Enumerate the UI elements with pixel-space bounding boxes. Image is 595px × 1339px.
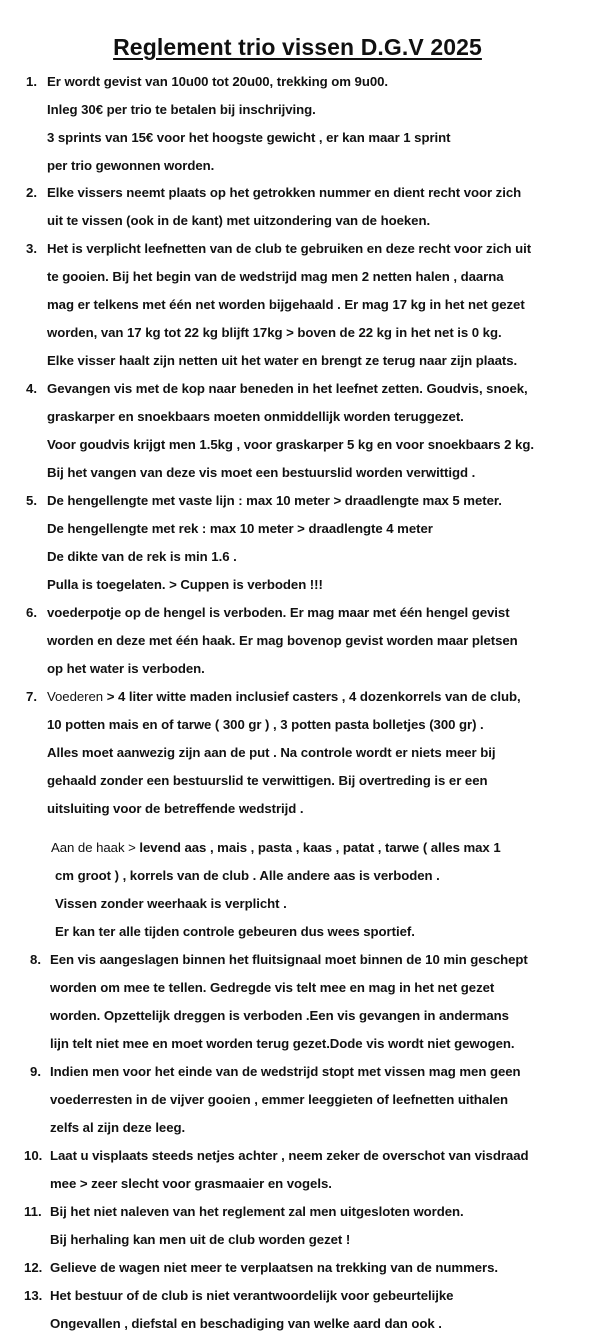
- rule-line: Bij het niet naleven van het reglement zal men uitgesloten worden.: [50, 1204, 464, 1219]
- rule-line: mee > zeer slecht voor grasmaaier en vogels.: [50, 1176, 332, 1191]
- rule-line: worden om mee te tellen. Gedregde vis telt mee en mag in het net gezet: [50, 980, 495, 995]
- rule-line: op het water is verboden.: [47, 661, 205, 676]
- rule-line: per trio gewonnen worden.: [47, 158, 215, 173]
- rule-line: Indien men voor het einde van de wedstrijd stopt met vissen mag men geen: [50, 1064, 521, 1079]
- rule-line: Elke vissers neemt plaats op het getrokken nummer en dient recht voor zich: [47, 185, 522, 200]
- rule-line: zelfs al zijn deze leeg.: [50, 1120, 186, 1135]
- feed-prefix: Voederen: [47, 689, 104, 704]
- hook-text: levend aas , mais , pasta , kaas , patat , tarwe ( alles max 1: [135, 840, 501, 855]
- rule-line: Ongevallen , diefstal en beschadiging van welke aard dan ook .: [50, 1316, 442, 1331]
- rule-number: 5.: [26, 493, 37, 508]
- hook-rule-line: Vissen zonder weerhaak is verplicht .: [55, 896, 287, 911]
- rule-line: worden en deze met één haak. Er mag bovenop gevist worden maar pletsen: [47, 633, 518, 648]
- hook-rule-line: cm groot ) , korrels van de club . Alle andere aas is verboden .: [55, 868, 440, 883]
- rule-number: 10.: [24, 1148, 43, 1163]
- rule-line: Pulla is toegelaten. > Cuppen is verboden !!!: [47, 577, 323, 592]
- rule-line: Laat u visplaats steeds netjes achter , neem zeker de overschot van visdraad: [50, 1148, 529, 1163]
- rule-line: Gelieve de wagen niet meer te verplaatsen na trekking van de nummers.: [50, 1260, 499, 1275]
- rule-line: uit te vissen (ook in de kant) met uitzondering van de hoeken.: [47, 213, 431, 228]
- rule-line: 10 potten mais en of tarwe ( 300 gr ) , 3 potten pasta bolletjes (300 gr) .: [47, 717, 484, 732]
- rule-line: De hengellengte met rek : max 10 meter > draadlengte 4 meter: [47, 521, 433, 536]
- rule-number: 13.: [24, 1288, 43, 1303]
- rule-line: Elke visser haalt zijn netten uit het water en brengt ze terug naar zijn plaats.: [47, 353, 518, 368]
- rule-number: 1.: [26, 74, 37, 89]
- rule-number: 4.: [26, 381, 37, 396]
- feed-text: > 4 liter witte maden inclusief casters , 4 dozenkorrels van de club,: [103, 689, 521, 704]
- rule-line: voederpotje op de hengel is verboden. Er mag maar met één hengel gevist: [47, 605, 510, 620]
- rule-line: Een vis aangeslagen binnen het fluitsignaal moet binnen de 10 min geschept: [50, 952, 528, 967]
- rule-number: 8.: [30, 952, 41, 967]
- rule-line: Inleg 30€ per trio te betalen bij inschrijving.: [47, 102, 316, 117]
- rule-line: mag er telkens met één net worden bijgehaald . Er mag 17 kg in het net gezet: [47, 297, 525, 312]
- rule-line: graskarper en snoekbaars moeten onmiddellijk worden teruggezet.: [47, 409, 464, 424]
- rule-line: te gooien. Bij het begin van de wedstrijd mag men 2 netten halen , daarna: [47, 269, 504, 284]
- hook-prefix: Aan de haak >: [51, 840, 136, 855]
- rule-line: worden, van 17 kg tot 22 kg blijft 17kg > boven de 22 kg in het net is 0 kg.: [47, 325, 502, 340]
- rule-line: voederresten in de vijver gooien , emmer leeggieten of leefnetten uithalen: [50, 1092, 508, 1107]
- rule-line: uitsluiting voor de betreffende wedstrijd .: [47, 801, 304, 816]
- rule-line: Bij herhaling kan men uit de club worden gezet !: [50, 1232, 351, 1247]
- rule-line: De hengellengte met vaste lijn : max 10 meter > draadlengte max 5 meter.: [47, 493, 502, 508]
- rule-number: 2.: [26, 185, 37, 200]
- rule-number: 12.: [24, 1260, 43, 1275]
- rule-line: Alles moet aanwezig zijn aan de put . Na controle wordt er niets meer bij: [47, 745, 496, 760]
- rule-line: Bij het vangen van deze vis moet een bestuurslid worden verwittigd .: [47, 465, 476, 480]
- rule-line: lijn telt niet mee en moet worden terug gezet.Dode vis wordt niet gewogen.: [50, 1036, 515, 1051]
- document-title: Reglement trio vissen D.G.V 2025: [113, 34, 482, 60]
- hook-rule-line: Er kan ter alle tijden controle gebeuren dus wees sportief.: [55, 924, 415, 939]
- rule-line: Gevangen vis met de kop naar beneden in het leefnet zetten. Goudvis, snoek,: [47, 381, 528, 396]
- rule-number: 6.: [26, 605, 37, 620]
- rule-line: Het is verplicht leefnetten van de club te gebruiken en deze recht voor zich uit: [47, 241, 532, 256]
- rule-number: 7.: [26, 689, 37, 704]
- rule-line: worden. Opzettelijk dreggen is verboden .Een vis gevangen in andermans: [50, 1008, 509, 1023]
- rule-line: Voor goudvis krijgt men 1.5kg , voor graskarper 5 kg en voor snoekbaars 2 kg.: [47, 437, 534, 452]
- rule-line: Het bestuur of de club is niet verantwoordelijk voor gebeurtelijke: [50, 1288, 454, 1303]
- rule-number: 3.: [26, 241, 37, 256]
- rule-line: [47, 689, 521, 705]
- rule-line: De dikte van de rek is min 1.6 .: [47, 549, 237, 564]
- hook-rule-line: [51, 840, 501, 856]
- rule-line: 3 sprints van 15€ voor het hoogste gewicht , er kan maar 1 sprint: [47, 130, 451, 145]
- rule-line: gehaald zonder een bestuurslid te verwittigen. Bij overtreding is er een: [47, 773, 488, 788]
- rule-line: Er wordt gevist van 10u00 tot 20u00, trekking om 9u00.: [47, 74, 389, 89]
- rule-number: 9.: [30, 1064, 41, 1079]
- rule-number: 11.: [24, 1204, 42, 1219]
